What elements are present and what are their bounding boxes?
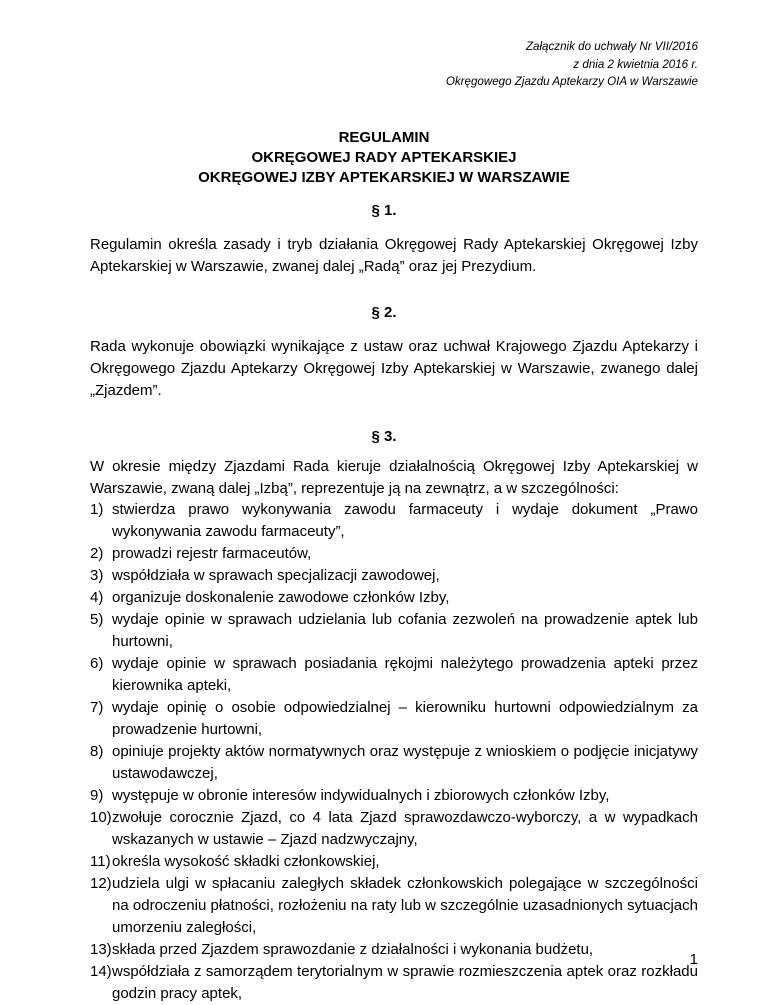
annex-note xyxy=(446,38,698,91)
list-item-number: 14) xyxy=(90,963,112,980)
list-item-text: stwierdza prawo wykonywania zawodu farmaceuty i wydaje dokument „Prawo wykonywania zawodu farmaceuty”, xyxy=(112,501,698,540)
list-item-text: współdziała z samorządem terytorialnym w sprawie rozmieszczenia aptek oraz rozkładu godzin pracy aptek, xyxy=(112,963,698,1002)
list-item xyxy=(90,741,698,785)
list-item xyxy=(90,587,698,609)
list-item-number: 12) xyxy=(90,875,112,892)
list-item-number: 10) xyxy=(90,809,112,826)
section-1-text: Regulamin określa zasady i tryb działania Okręgowej Rady Aptekarskiej Okręgowej Izby Aptekarskiej w Warszawie, zwanej dalej „Radą” oraz jej Prezydium. xyxy=(90,236,698,275)
list-item-text: określa wysokość składki członkowskiej, xyxy=(112,853,380,870)
list-item-number: 2) xyxy=(90,545,104,562)
duties-list xyxy=(90,499,698,1005)
list-item-text: współdziała w sprawach specjalizacji zawodowej, xyxy=(112,567,440,584)
page-number: 1 xyxy=(689,951,698,968)
list-item-text: opiniuje projekty aktów normatywnych oraz występuje z wnioskiem o podjęcie inicjatywy ustawodawczej, xyxy=(112,743,698,782)
list-item xyxy=(90,697,698,741)
list-item-number: 1) xyxy=(90,501,104,518)
list-item xyxy=(90,543,698,565)
list-item xyxy=(90,873,698,939)
list-item-text: wydaje opinie w sprawach posiadania rękojmi należytego prowadzenia apteki przez kierownika apteki, xyxy=(112,655,698,694)
section-2-text: Rada wykonuje obowiązki wynikające z ustaw oraz uchwał Krajowego Zjazdu Aptekarzy i Okręgowego Zjazdu Aptekarzy Okręgowej Izby Aptekarskiej w Warszawie, zwanego dalej „Zjazdem”. xyxy=(90,338,698,399)
list-item-number: 11) xyxy=(90,853,111,870)
section-3-text: W okresie między Zjazdami Rada kieruje działalnością Okręgowej Izby Aptekarskiej w Warszawie, zwaną dalej „Izbą”, reprezentuje ją na zewnątrz, a w szczególności: xyxy=(90,458,698,497)
section-2-heading: § 2. xyxy=(371,304,397,321)
list-item-number: 13) xyxy=(90,941,112,958)
list-item xyxy=(90,939,698,961)
list-item-text: organizuje doskonalenie zawodowe członków Izby, xyxy=(112,589,450,606)
annex-line-2: z dnia 2 kwietnia 2016 r. xyxy=(573,57,698,71)
list-item-number: 6) xyxy=(90,655,104,672)
list-item-number: 5) xyxy=(90,611,104,628)
list-item-text: prowadzi rejestr farmaceutów, xyxy=(112,545,312,562)
title-line-1: REGULAMIN xyxy=(338,129,430,146)
section-1-heading: § 1. xyxy=(371,202,397,219)
list-item-number: 3) xyxy=(90,567,104,584)
list-item-text: występuje w obronie interesów indywidualnych i zbiorowych członków Izby, xyxy=(112,787,610,804)
title-line-3: OKRĘGOWEJ IZBY APTEKARSKIEJ W WARSZAWIE xyxy=(198,169,570,186)
annex-line-3: Okręgowego Zjazdu Aptekarzy OIA w Warszawie xyxy=(445,75,698,88)
list-item-text: udziela ulgi w spłacaniu zaległych składek członkowskich polegające w szczególności na odroczeniu płatności, rozłożeniu na raty lub w szczególnie uzasadnionych sytuacjach umorzeniu zaległości, xyxy=(112,875,698,936)
list-item-number: 7) xyxy=(90,699,104,716)
list-item xyxy=(90,961,698,1005)
list-item xyxy=(90,565,698,587)
list-item xyxy=(90,807,698,851)
list-item-text: wydaje opinię o osobie odpowiedzialnej – kierowniku hurtowni odpowiedzialnym za prowadzenie hurtowni, xyxy=(112,699,698,738)
list-item xyxy=(90,499,698,543)
list-item-number: 8) xyxy=(90,743,104,760)
section-3-heading: § 3. xyxy=(371,428,397,445)
list-item xyxy=(90,851,698,873)
list-item-number: 4) xyxy=(90,589,104,606)
list-item-text: składa przed Zjazdem sprawozdanie z działalności i wykonania budżetu, xyxy=(112,941,594,958)
annex-line-1: Załącznik do uchwały Nr VII/2016 xyxy=(525,40,698,53)
list-item xyxy=(90,785,698,807)
title-line-2: OKRĘGOWEJ RADY APTEKARSKIEJ xyxy=(251,149,517,166)
list-item-text: zwołuje corocznie Zjazd, co 4 lata Zjazd sprawozdawczo-wyborczy, a w wypadkach wskazanych w ustawie – Zjazd nadzwyczajny, xyxy=(112,809,698,848)
list-item xyxy=(90,609,698,653)
list-item xyxy=(90,653,698,697)
list-item-number: 9) xyxy=(90,787,104,804)
list-item-text: wydaje opinie w sprawach udzielania lub cofania zezwoleń na prowadzenie aptek lub hurtowni, xyxy=(112,611,698,650)
document-title xyxy=(0,128,768,188)
